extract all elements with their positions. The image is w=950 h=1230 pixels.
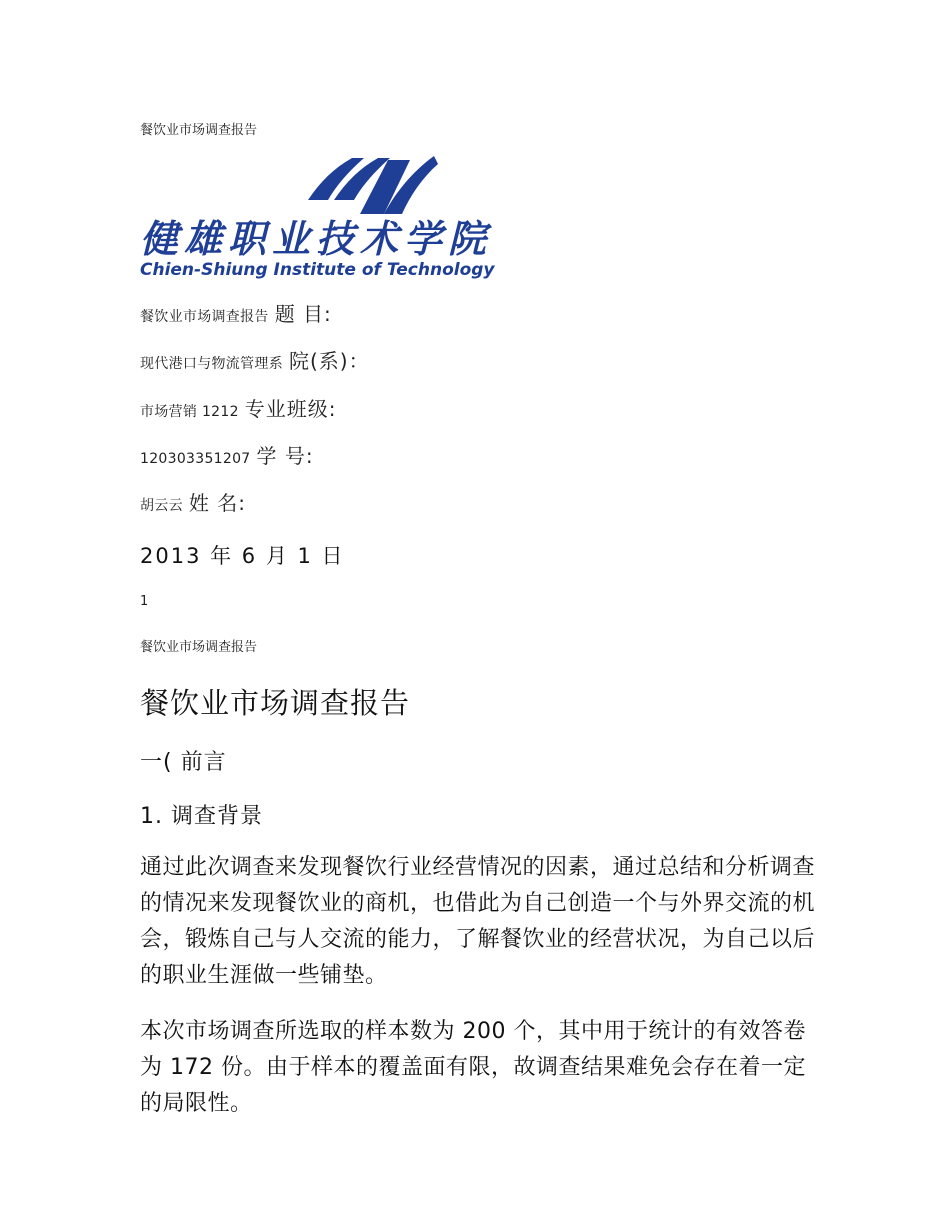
- cover-field-department: [140, 345, 370, 374]
- page-number: 1: [140, 594, 149, 609]
- field-label: 学 号:: [256, 444, 314, 468]
- field-value: 餐饮业市场调查报告: [140, 309, 269, 325]
- logo-name-zh: 健雄职业技术学院: [140, 216, 493, 261]
- institute-logo: [138, 152, 608, 280]
- field-value: 市场营销 1212: [140, 404, 239, 420]
- document-title: 餐饮业市场调查报告: [140, 686, 411, 720]
- field-value: 胡云云: [140, 498, 183, 514]
- section-heading: 一( 前言: [140, 750, 227, 775]
- field-label: 专业班级:: [244, 397, 337, 421]
- field-label: 姓 名:: [188, 491, 247, 515]
- field-label: 题 目:: [274, 302, 332, 326]
- running-header: 餐饮业市场调查报告: [140, 640, 258, 655]
- field-value: 现代港口与物流管理系: [140, 356, 283, 372]
- subsection-heading: 1. 调查背景: [140, 804, 263, 829]
- running-header: 餐饮业市场调查报告: [140, 123, 258, 138]
- body-paragraph: 本次市场调查所选取的样本数为 200 个，其中用于统计的有效答卷为 172 份。由于样本的覆盖面有限，故调查结果难免会存在着一定的局限性。: [140, 1019, 806, 1116]
- cover-field-class: [140, 393, 337, 422]
- logo-name-en: Chien-Shiung Institute of Technology: [140, 260, 495, 280]
- body-paragraph: 通过此次调查来发现餐饮行业经营情况的因素，通过总结和分析调查的情况来发现餐饮业的商机，也借此为自己创造一个与外界交流的机会，锻炼自己与人交流的能力，了解餐饮业的经营状况，为自己以后的职业生涯做一些铺垫。: [140, 855, 816, 988]
- cover-field-student-id: [140, 440, 314, 469]
- cover-field-title: [140, 298, 332, 327]
- field-value: 120303351207: [140, 451, 251, 467]
- field-label: 院(系)：: [289, 349, 370, 373]
- cover-date: 2013 年 6 月 1 日: [140, 544, 345, 568]
- cover-field-name: [140, 487, 246, 516]
